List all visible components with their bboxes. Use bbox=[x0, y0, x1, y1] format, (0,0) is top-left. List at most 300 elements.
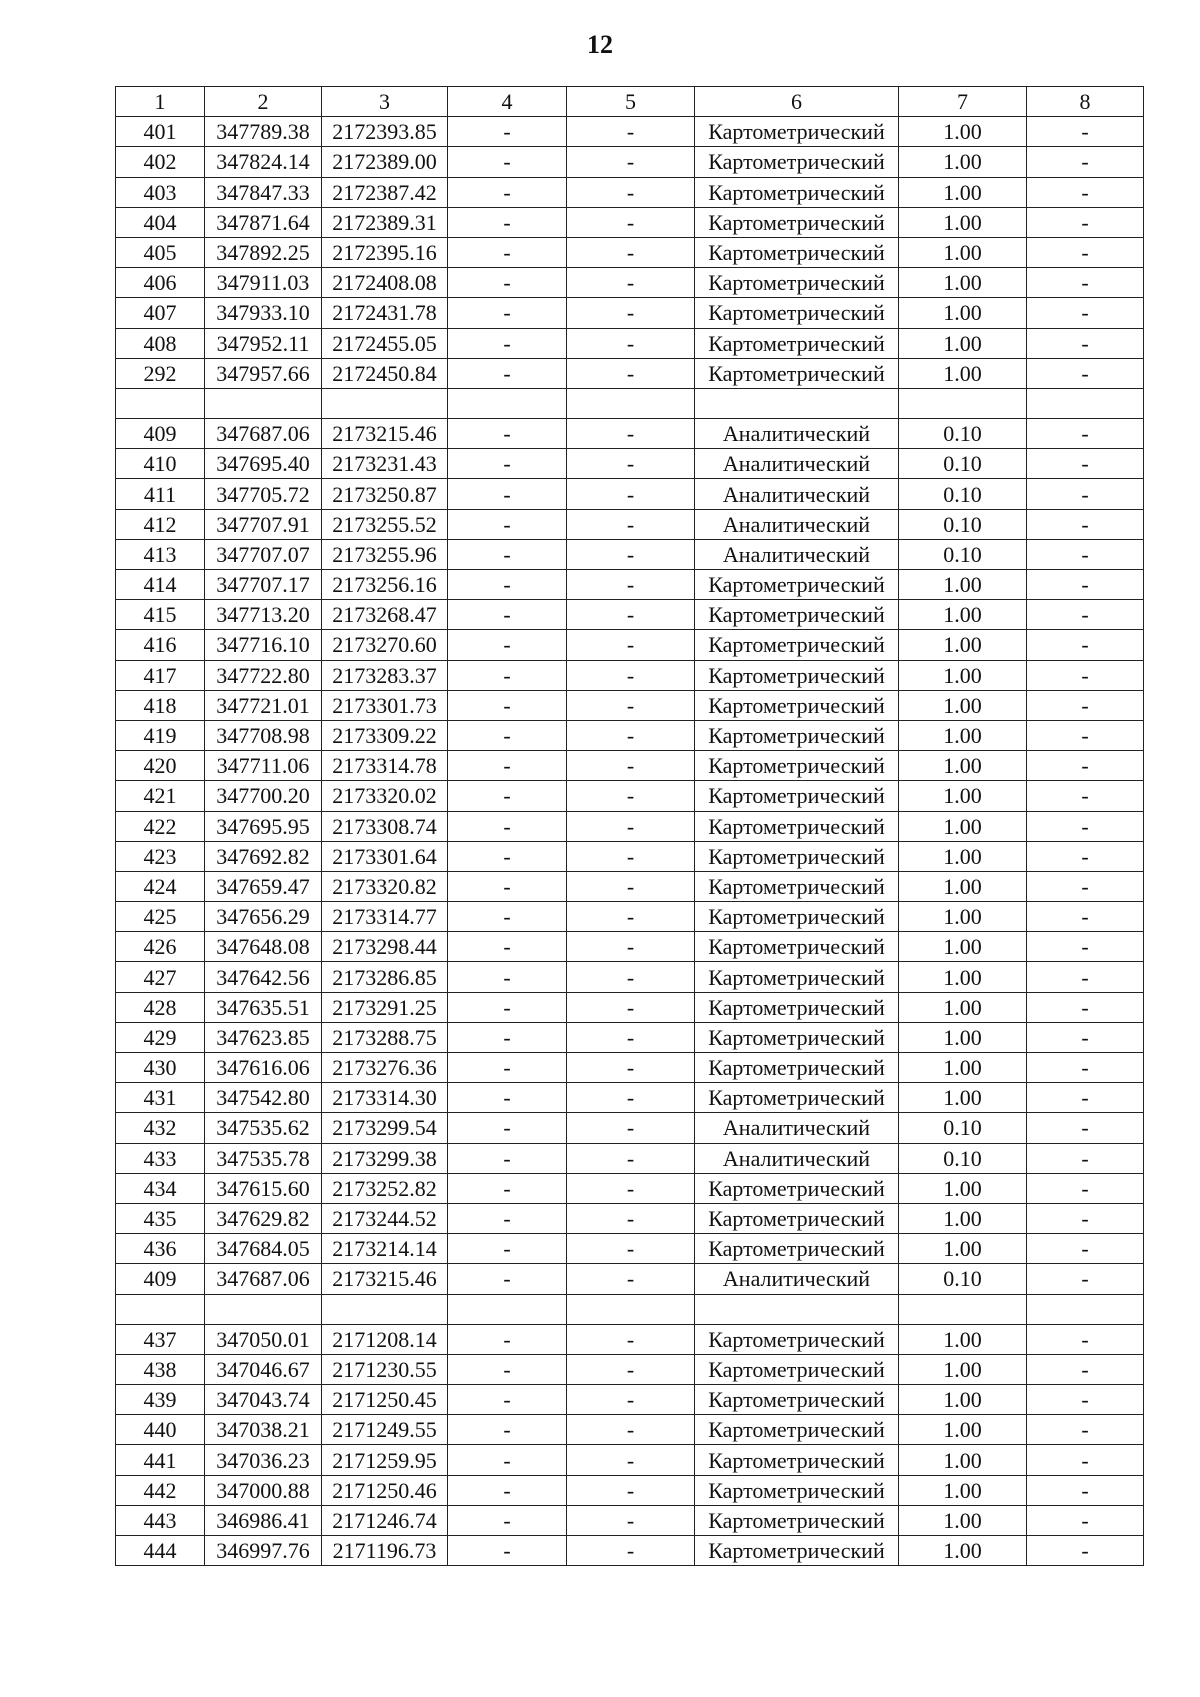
table-cell-col-4: - bbox=[448, 1173, 567, 1203]
table-cell-col-3: 2173299.38 bbox=[322, 1143, 448, 1173]
table-cell-col-4: - bbox=[448, 1264, 567, 1294]
table-cell-col-3: 2171249.55 bbox=[322, 1415, 448, 1445]
table-cell-col-6: Картометрический bbox=[695, 1505, 899, 1535]
table-cell-col-8: - bbox=[1027, 237, 1144, 267]
table-cell-col-1: 442 bbox=[116, 1475, 205, 1505]
table-cell-col-1: 435 bbox=[116, 1203, 205, 1233]
table-cell-col-6: Картометрический bbox=[695, 1022, 899, 1052]
table-cell-col-1: 417 bbox=[116, 660, 205, 690]
table-row bbox=[116, 1475, 1144, 1505]
table-row bbox=[116, 177, 1144, 207]
table-cell-col-8 bbox=[1027, 1294, 1144, 1324]
table-cell-col-2: 347629.82 bbox=[205, 1203, 322, 1233]
table-cell-col-8: - bbox=[1027, 479, 1144, 509]
table-cell-col-4: - bbox=[448, 1505, 567, 1535]
table-cell-col-3 bbox=[322, 1294, 448, 1324]
table-cell-col-6: Картометрический bbox=[695, 268, 899, 298]
table-cell-col-1: 420 bbox=[116, 751, 205, 781]
table-cell-col-6: Картометрический bbox=[695, 841, 899, 871]
table-cell-col-8: - bbox=[1027, 419, 1144, 449]
table-row bbox=[116, 479, 1144, 509]
table-cell-col-7: 1.00 bbox=[899, 237, 1027, 267]
table-cell-col-2: 347707.17 bbox=[205, 570, 322, 600]
table-cell-col-3: 2172450.84 bbox=[322, 358, 448, 388]
table-cell-col-2: 347824.14 bbox=[205, 147, 322, 177]
table-cell-col-2: 347952.11 bbox=[205, 328, 322, 358]
table-cell-col-4: - bbox=[448, 358, 567, 388]
table-cell-col-8: - bbox=[1027, 1475, 1144, 1505]
table-cell-col-6: Картометрический bbox=[695, 358, 899, 388]
table-cell-col-3: 2173308.74 bbox=[322, 811, 448, 841]
table-row bbox=[116, 147, 1144, 177]
table-cell-col-5: - bbox=[567, 811, 695, 841]
table-cell-col-7: 1.00 bbox=[899, 630, 1027, 660]
table-cell-col-8: - bbox=[1027, 539, 1144, 569]
table-cell-col-6: Картометрический bbox=[695, 237, 899, 267]
table-cell-col-5 bbox=[567, 1294, 695, 1324]
table-cell-col-6: Аналитический bbox=[695, 509, 899, 539]
table-cell-col-8: - bbox=[1027, 298, 1144, 328]
table-cell-col-5: - bbox=[567, 1445, 695, 1475]
table-cell-col-8: - bbox=[1027, 1113, 1144, 1143]
table-cell-col-2: 347722.80 bbox=[205, 660, 322, 690]
table-cell-col-8: - bbox=[1027, 962, 1144, 992]
table-row bbox=[116, 328, 1144, 358]
table-cell-col-6 bbox=[695, 1294, 899, 1324]
table-cell-col-2 bbox=[205, 1294, 322, 1324]
table-cell-col-8: - bbox=[1027, 781, 1144, 811]
table-cell-col-4 bbox=[448, 388, 567, 418]
table-cell-col-2: 347707.91 bbox=[205, 509, 322, 539]
table-row bbox=[116, 539, 1144, 569]
table-cell-col-8: - bbox=[1027, 147, 1144, 177]
table-cell-col-6: Картометрический bbox=[695, 902, 899, 932]
table-cell-col-4: - bbox=[448, 539, 567, 569]
table-row bbox=[116, 992, 1144, 1022]
table-cell-col-2: 347615.60 bbox=[205, 1173, 322, 1203]
table-cell-col-4: - bbox=[448, 298, 567, 328]
table-cell-col-7: 1.00 bbox=[899, 1324, 1027, 1354]
table-cell-col-8: - bbox=[1027, 1203, 1144, 1233]
table-cell-col-8: - bbox=[1027, 1536, 1144, 1566]
table-cell-col-1: 421 bbox=[116, 781, 205, 811]
table-row bbox=[116, 962, 1144, 992]
table-row bbox=[116, 298, 1144, 328]
table-cell-col-3: 2173298.44 bbox=[322, 932, 448, 962]
table-cell-col-2: 347695.95 bbox=[205, 811, 322, 841]
table-row bbox=[116, 419, 1144, 449]
table-cell-col-3: 2173255.52 bbox=[322, 509, 448, 539]
column-header-5: 5 bbox=[567, 87, 695, 117]
table-cell-col-6: Картометрический bbox=[695, 1415, 899, 1445]
table-cell-col-4: - bbox=[448, 1083, 567, 1113]
table-cell-col-6: Картометрический bbox=[695, 600, 899, 630]
table-row bbox=[116, 932, 1144, 962]
table-cell-col-4: - bbox=[448, 781, 567, 811]
table-cell-col-1: 425 bbox=[116, 902, 205, 932]
column-header-6: 6 bbox=[695, 87, 899, 117]
table-cell-col-3: 2172431.78 bbox=[322, 298, 448, 328]
table-cell-col-3: 2173270.60 bbox=[322, 630, 448, 660]
table-cell-col-7 bbox=[899, 1294, 1027, 1324]
table-cell-col-8: - bbox=[1027, 600, 1144, 630]
table-cell-col-3: 2173320.02 bbox=[322, 781, 448, 811]
table-cell-col-5: - bbox=[567, 1264, 695, 1294]
table-cell-col-1: 428 bbox=[116, 992, 205, 1022]
table-cell-col-2: 347535.78 bbox=[205, 1143, 322, 1173]
table-cell-col-6: Картометрический bbox=[695, 1173, 899, 1203]
table-cell-col-2: 347871.64 bbox=[205, 207, 322, 237]
table-cell-col-1: 444 bbox=[116, 1536, 205, 1566]
table-cell-col-5: - bbox=[567, 600, 695, 630]
table-cell-col-3: 2171230.55 bbox=[322, 1354, 448, 1384]
table-cell-col-4: - bbox=[448, 992, 567, 1022]
table-cell-col-5: - bbox=[567, 1203, 695, 1233]
table-cell-col-1: 407 bbox=[116, 298, 205, 328]
table-cell-col-2: 347707.07 bbox=[205, 539, 322, 569]
table-cell-col-6: Картометрический bbox=[695, 207, 899, 237]
table-row bbox=[116, 720, 1144, 750]
table-cell-col-7: 0.10 bbox=[899, 1264, 1027, 1294]
table-cell-col-6: Картометрический bbox=[695, 720, 899, 750]
table-cell-col-4: - bbox=[448, 1234, 567, 1264]
table-cell-col-4: - bbox=[448, 1143, 567, 1173]
table-cell-col-3: 2172389.00 bbox=[322, 147, 448, 177]
table-cell-col-7 bbox=[899, 388, 1027, 418]
table-row bbox=[116, 1203, 1144, 1233]
table-cell-col-1: 405 bbox=[116, 237, 205, 267]
table-cell-col-6 bbox=[695, 388, 899, 418]
table-cell-col-5: - bbox=[567, 1475, 695, 1505]
table-cell-col-6: Картометрический bbox=[695, 1324, 899, 1354]
table-cell-col-3: 2173301.73 bbox=[322, 690, 448, 720]
table-cell-col-6: Картометрический bbox=[695, 570, 899, 600]
table-cell-col-7: 1.00 bbox=[899, 690, 1027, 720]
table-cell-col-3: 2173301.64 bbox=[322, 841, 448, 871]
table-cell-col-7: 1.00 bbox=[899, 932, 1027, 962]
table-cell-col-4 bbox=[448, 1294, 567, 1324]
table-cell-col-5: - bbox=[567, 1324, 695, 1354]
table-cell-col-5: - bbox=[567, 1113, 695, 1143]
table-cell-col-8: - bbox=[1027, 690, 1144, 720]
table-cell-col-4: - bbox=[448, 328, 567, 358]
table-cell-col-3: 2173314.78 bbox=[322, 751, 448, 781]
table-cell-col-2: 347933.10 bbox=[205, 298, 322, 328]
table-row bbox=[116, 1445, 1144, 1475]
table-cell-col-5: - bbox=[567, 177, 695, 207]
table-cell-col-8: - bbox=[1027, 1445, 1144, 1475]
table-cell-col-6: Аналитический bbox=[695, 539, 899, 569]
table-cell-col-4: - bbox=[448, 1536, 567, 1566]
table-cell-col-8: - bbox=[1027, 328, 1144, 358]
table-cell-col-6: Картометрический bbox=[695, 1354, 899, 1384]
table-cell-col-4: - bbox=[448, 1445, 567, 1475]
column-header-3: 3 bbox=[322, 87, 448, 117]
table-cell-col-1: 443 bbox=[116, 1505, 205, 1535]
table-cell-col-5: - bbox=[567, 207, 695, 237]
table-cell-col-3: 2173286.85 bbox=[322, 962, 448, 992]
table-cell-col-2 bbox=[205, 388, 322, 418]
table-cell-col-1: 436 bbox=[116, 1234, 205, 1264]
table-cell-col-4: - bbox=[448, 570, 567, 600]
column-header-7: 7 bbox=[899, 87, 1027, 117]
table-cell-col-4: - bbox=[448, 1022, 567, 1052]
table-cell-col-2: 347892.25 bbox=[205, 237, 322, 267]
table-cell-col-6: Аналитический bbox=[695, 1113, 899, 1143]
table-row bbox=[116, 509, 1144, 539]
table-cell-col-1: 416 bbox=[116, 630, 205, 660]
table-cell-col-7: 1.00 bbox=[899, 962, 1027, 992]
table-cell-col-6: Картометрический bbox=[695, 660, 899, 690]
table-cell-col-6: Картометрический bbox=[695, 117, 899, 147]
table-cell-col-2: 347713.20 bbox=[205, 600, 322, 630]
table-cell-col-8: - bbox=[1027, 811, 1144, 841]
table-row bbox=[116, 841, 1144, 871]
table-cell-col-3: 2173215.46 bbox=[322, 419, 448, 449]
table-cell-col-4: - bbox=[448, 720, 567, 750]
table-cell-col-1: 434 bbox=[116, 1173, 205, 1203]
table-cell-col-2: 347957.66 bbox=[205, 358, 322, 388]
table-cell-col-4: - bbox=[448, 419, 567, 449]
table-cell-col-2: 347789.38 bbox=[205, 117, 322, 147]
table-cell-col-3: 2173291.25 bbox=[322, 992, 448, 1022]
table-cell-col-8: - bbox=[1027, 902, 1144, 932]
table-cell-col-5: - bbox=[567, 268, 695, 298]
table-cell-col-4: - bbox=[448, 871, 567, 901]
table-cell-col-2: 347642.56 bbox=[205, 962, 322, 992]
table-cell-col-6: Аналитический bbox=[695, 1143, 899, 1173]
table-cell-col-4: - bbox=[448, 449, 567, 479]
table-cell-col-7: 1.00 bbox=[899, 1234, 1027, 1264]
table-cell-col-8: - bbox=[1027, 1354, 1144, 1384]
table-cell-col-1: 404 bbox=[116, 207, 205, 237]
table-cell-col-3: 2172393.85 bbox=[322, 117, 448, 147]
table-cell-col-1: 437 bbox=[116, 1324, 205, 1354]
table-cell-col-3: 2172387.42 bbox=[322, 177, 448, 207]
table-cell-col-7: 1.00 bbox=[899, 1083, 1027, 1113]
page-number: 12 bbox=[587, 30, 613, 59]
table-cell-col-2: 347000.88 bbox=[205, 1475, 322, 1505]
table-cell-col-4: - bbox=[448, 1415, 567, 1445]
table-row bbox=[116, 449, 1144, 479]
table-cell-col-5: - bbox=[567, 237, 695, 267]
table-cell-col-1: 412 bbox=[116, 509, 205, 539]
table-cell-col-3: 2173252.82 bbox=[322, 1173, 448, 1203]
table-cell-col-7: 1.00 bbox=[899, 1354, 1027, 1384]
table-cell-col-5: - bbox=[567, 1022, 695, 1052]
table-cell-col-3: 2171259.95 bbox=[322, 1445, 448, 1475]
table-cell-col-1 bbox=[116, 388, 205, 418]
table-cell-col-4: - bbox=[448, 177, 567, 207]
table-cell-col-1: 409 bbox=[116, 1264, 205, 1294]
table-cell-col-6: Картометрический bbox=[695, 932, 899, 962]
table-cell-col-1: 439 bbox=[116, 1385, 205, 1415]
table-cell-col-3: 2171246.74 bbox=[322, 1505, 448, 1535]
table-cell-col-2: 347043.74 bbox=[205, 1385, 322, 1415]
table-cell-col-2: 347847.33 bbox=[205, 177, 322, 207]
table-cell-col-7: 1.00 bbox=[899, 1053, 1027, 1083]
table-cell-col-8: - bbox=[1027, 1385, 1144, 1415]
table-cell-col-8: - bbox=[1027, 992, 1144, 1022]
table-cell-col-3: 2173288.75 bbox=[322, 1022, 448, 1052]
table-cell-col-5: - bbox=[567, 539, 695, 569]
table-cell-col-5: - bbox=[567, 690, 695, 720]
table-cell-col-1: 427 bbox=[116, 962, 205, 992]
table-cell-col-6: Картометрический bbox=[695, 751, 899, 781]
table-cell-col-2: 347692.82 bbox=[205, 841, 322, 871]
table-cell-col-1: 411 bbox=[116, 479, 205, 509]
table-cell-col-1: 418 bbox=[116, 690, 205, 720]
table-cell-col-5: - bbox=[567, 1083, 695, 1113]
table-cell-col-1: 406 bbox=[116, 268, 205, 298]
table-cell-col-4: - bbox=[448, 660, 567, 690]
table-cell-col-3: 2173320.82 bbox=[322, 871, 448, 901]
table-cell-col-3: 2173299.54 bbox=[322, 1113, 448, 1143]
table-separator-row bbox=[116, 388, 1144, 418]
table-cell-col-7: 1.00 bbox=[899, 1203, 1027, 1233]
table-cell-col-5: - bbox=[567, 147, 695, 177]
table-cell-col-5: - bbox=[567, 328, 695, 358]
table-cell-col-1: 432 bbox=[116, 1113, 205, 1143]
table-cell-col-8: - bbox=[1027, 1505, 1144, 1535]
table-cell-col-2: 347656.29 bbox=[205, 902, 322, 932]
table-row bbox=[116, 1536, 1144, 1566]
table-cell-col-6: Картометрический bbox=[695, 992, 899, 1022]
table-cell-col-5: - bbox=[567, 479, 695, 509]
table-cell-col-5: - bbox=[567, 962, 695, 992]
table-row bbox=[116, 1264, 1144, 1294]
table-row bbox=[116, 1022, 1144, 1052]
table-row bbox=[116, 1173, 1144, 1203]
table-cell-col-2: 347038.21 bbox=[205, 1415, 322, 1445]
table-cell-col-2: 346997.76 bbox=[205, 1536, 322, 1566]
table-cell-col-8: - bbox=[1027, 1083, 1144, 1113]
table-cell-col-4: - bbox=[448, 268, 567, 298]
table-cell-col-3: 2173250.87 bbox=[322, 479, 448, 509]
table-cell-col-5: - bbox=[567, 298, 695, 328]
table-cell-col-1: 409 bbox=[116, 419, 205, 449]
table-row bbox=[116, 871, 1144, 901]
table-cell-col-6: Картометрический bbox=[695, 1203, 899, 1233]
table-header-row bbox=[116, 87, 1144, 117]
table-cell-col-3: 2173214.14 bbox=[322, 1234, 448, 1264]
table-cell-col-3: 2173309.22 bbox=[322, 720, 448, 750]
table-cell-col-2: 347711.06 bbox=[205, 751, 322, 781]
table-cell-col-7: 1.00 bbox=[899, 811, 1027, 841]
table-cell-col-2: 347684.05 bbox=[205, 1234, 322, 1264]
table-cell-col-7: 1.00 bbox=[899, 1385, 1027, 1415]
table-cell-col-7: 1.00 bbox=[899, 177, 1027, 207]
table-cell-col-6: Картометрический bbox=[695, 871, 899, 901]
table-cell-col-6: Картометрический bbox=[695, 781, 899, 811]
table-cell-col-8: - bbox=[1027, 358, 1144, 388]
table-cell-col-7: 1.00 bbox=[899, 1475, 1027, 1505]
table-cell-col-8: - bbox=[1027, 207, 1144, 237]
table-cell-col-4: - bbox=[448, 1324, 567, 1354]
table-cell-col-8: - bbox=[1027, 871, 1144, 901]
table-cell-col-5: - bbox=[567, 117, 695, 147]
table-cell-col-4: - bbox=[448, 1385, 567, 1415]
table-cell-col-6: Аналитический bbox=[695, 1264, 899, 1294]
table-cell-col-2: 347687.06 bbox=[205, 419, 322, 449]
table-cell-col-7: 1.00 bbox=[899, 871, 1027, 901]
table-cell-col-5: - bbox=[567, 449, 695, 479]
table-cell-col-2: 347716.10 bbox=[205, 630, 322, 660]
table-cell-col-6: Картометрический bbox=[695, 328, 899, 358]
table-cell-col-6: Картометрический bbox=[695, 147, 899, 177]
table-row bbox=[116, 1083, 1144, 1113]
table-cell-col-7: 1.00 bbox=[899, 781, 1027, 811]
table-cell-col-7: 1.00 bbox=[899, 117, 1027, 147]
table-cell-col-8: - bbox=[1027, 117, 1144, 147]
table-cell-col-2: 346986.41 bbox=[205, 1505, 322, 1535]
table-row bbox=[116, 660, 1144, 690]
table-cell-col-7: 1.00 bbox=[899, 660, 1027, 690]
table-cell-col-4: - bbox=[448, 1053, 567, 1083]
table-cell-col-6: Картометрический bbox=[695, 1234, 899, 1264]
table-cell-col-5: - bbox=[567, 1234, 695, 1264]
table-cell-col-1 bbox=[116, 1294, 205, 1324]
table-cell-col-6: Аналитический bbox=[695, 449, 899, 479]
table-row bbox=[116, 811, 1144, 841]
table-cell-col-4: - bbox=[448, 117, 567, 147]
table-cell-col-8: - bbox=[1027, 177, 1144, 207]
table-cell-col-8: - bbox=[1027, 630, 1144, 660]
table-cell-col-6: Картометрический bbox=[695, 690, 899, 720]
column-header-1: 1 bbox=[116, 87, 205, 117]
table-cell-col-5: - bbox=[567, 720, 695, 750]
column-header-2: 2 bbox=[205, 87, 322, 117]
table-cell-col-2: 347050.01 bbox=[205, 1324, 322, 1354]
table-cell-col-7: 1.00 bbox=[899, 268, 1027, 298]
table-cell-col-7: 1.00 bbox=[899, 751, 1027, 781]
table-cell-col-8: - bbox=[1027, 1053, 1144, 1083]
table-cell-col-5: - bbox=[567, 1505, 695, 1535]
table-cell-col-7: 1.00 bbox=[899, 902, 1027, 932]
table-cell-col-7: 1.00 bbox=[899, 298, 1027, 328]
table-cell-col-1: 430 bbox=[116, 1053, 205, 1083]
table-cell-col-1: 408 bbox=[116, 328, 205, 358]
table-cell-col-4: - bbox=[448, 207, 567, 237]
table-cell-col-5: - bbox=[567, 1173, 695, 1203]
table-cell-col-1: 440 bbox=[116, 1415, 205, 1445]
table-cell-col-7: 1.00 bbox=[899, 1415, 1027, 1445]
table-cell-col-6: Картометрический bbox=[695, 1083, 899, 1113]
table-cell-col-2: 347623.85 bbox=[205, 1022, 322, 1052]
table-cell-col-5: - bbox=[567, 992, 695, 1022]
table-row bbox=[116, 1385, 1144, 1415]
table-cell-col-4: - bbox=[448, 479, 567, 509]
table-cell-col-2: 347700.20 bbox=[205, 781, 322, 811]
table-row bbox=[116, 1143, 1144, 1173]
table-cell-col-5: - bbox=[567, 1143, 695, 1173]
table-cell-col-2: 347659.47 bbox=[205, 871, 322, 901]
table-cell-col-7: 1.00 bbox=[899, 358, 1027, 388]
table-cell-col-4: - bbox=[448, 962, 567, 992]
table-cell-col-3: 2173276.36 bbox=[322, 1053, 448, 1083]
table-cell-col-6: Картометрический bbox=[695, 1445, 899, 1475]
table-cell-col-8: - bbox=[1027, 1143, 1144, 1173]
table-cell-col-8: - bbox=[1027, 1022, 1144, 1052]
table-cell-col-4: - bbox=[448, 841, 567, 871]
table-cell-col-2: 347648.08 bbox=[205, 932, 322, 962]
table-cell-col-7: 1.00 bbox=[899, 1445, 1027, 1475]
table-cell-col-8: - bbox=[1027, 1173, 1144, 1203]
table-cell-col-2: 347535.62 bbox=[205, 1113, 322, 1143]
table-cell-col-5: - bbox=[567, 932, 695, 962]
table-cell-col-5: - bbox=[567, 841, 695, 871]
table-cell-col-3: 2171250.45 bbox=[322, 1385, 448, 1415]
